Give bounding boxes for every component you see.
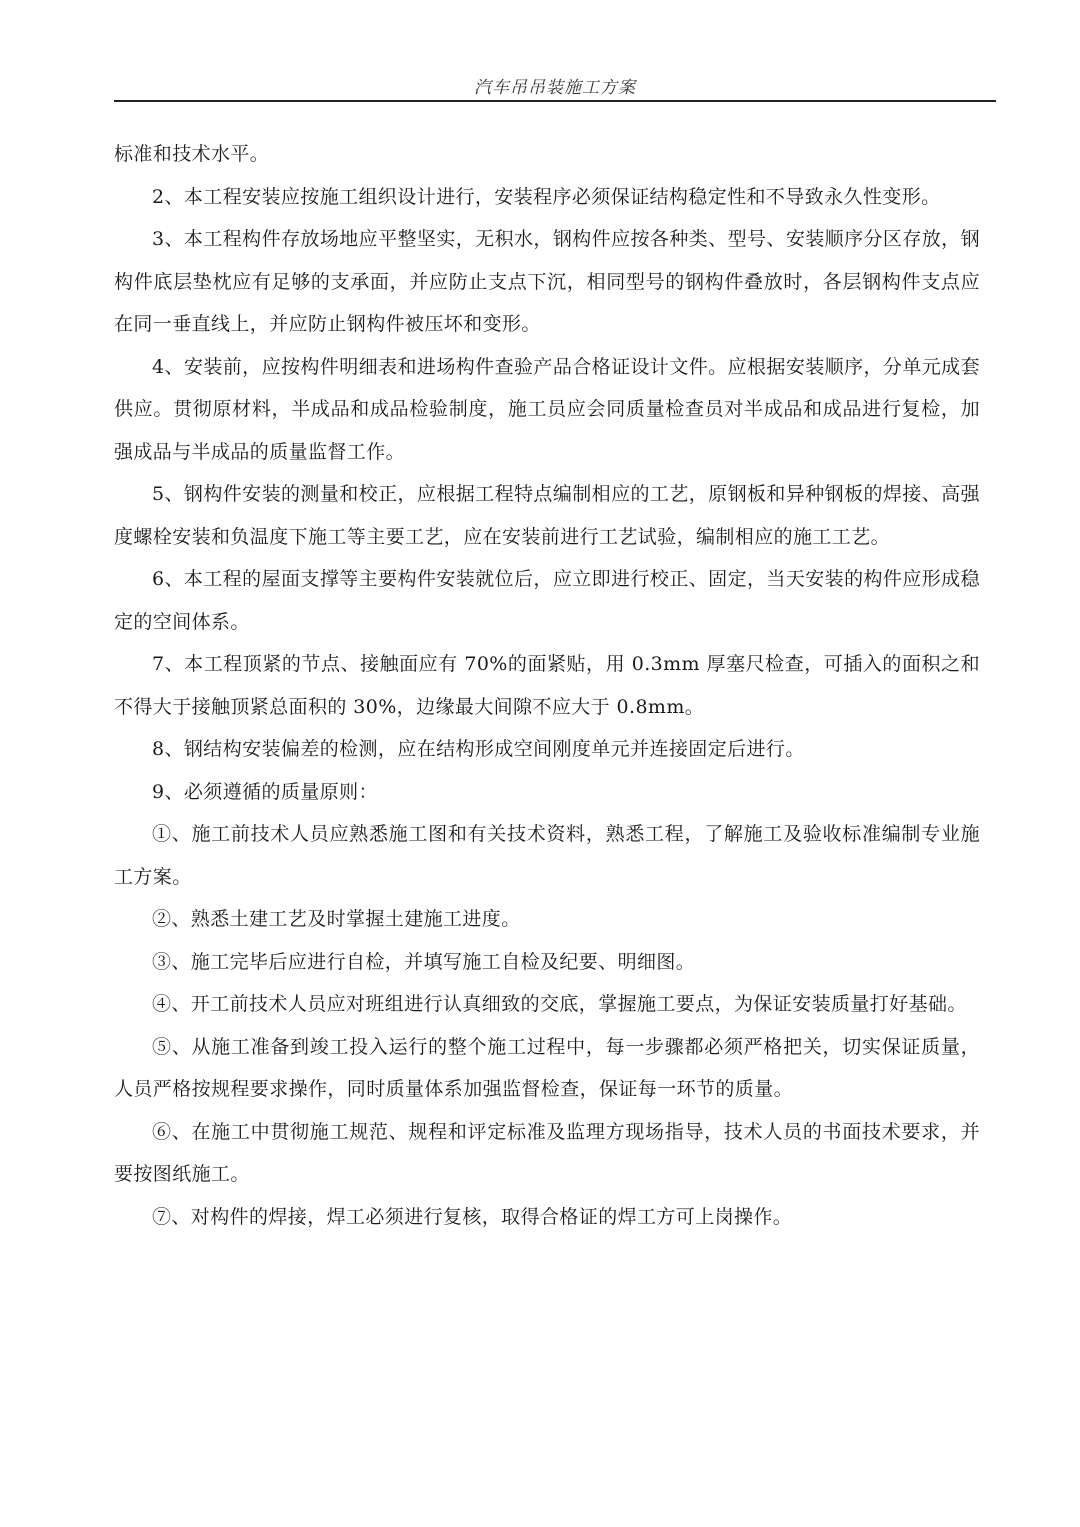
principle-item-2: ②、熟悉土建工艺及时掌握土建施工进度。 <box>152 908 521 930</box>
principle-item-6: ⑥、在施工中贯彻施工规范、规程和评定标准及监理方现场指导，技术人员的书面技术要求，并要按图纸施工。 <box>114 1120 980 1185</box>
paragraph-item-3: 3、本工程构件存放场地应平整坚实，无积水，钢构件应按各种类、型号、安装顺序分区存放，钢构件底层垫枕应有足够的支承面，并应防止支点下沉，相同型号的钢构件叠放时，各层钢构件支点应在同一垂直线上，并应防止钢构件被压坏和变形。 <box>114 228 980 335</box>
paragraph-item-9: 9、必须遵循的质量原则： <box>152 780 378 803</box>
document-title: 汽车吊吊装施工方案 <box>474 78 636 98</box>
paragraph-item-4: 4、安装前，应按构件明细表和进场构件查验产品合格证设计文件。应根据安装顺序，分单元成套供应。贯彻原材料，半成品和成品检验制度，施工员应会同质量检查员对半成品和成品进行复检，加强成品与半成品的质量监督工作。 <box>114 355 980 463</box>
principle-item-4: ④、开工前技术人员应对班组进行认真细致的交底，掌握施工要点，为保证安装质量打好基础。 <box>152 993 967 1015</box>
paragraph-item-6: 6、本工程的屋面支撑等主要构件安装就位后，应立即进行校正、固定，当天安装的构件应形成稳定的空间体系。 <box>114 568 980 633</box>
paragraph-item-7: 7、本工程顶紧的节点、接触面应有 70%的面紧贴，用 0.3mm 厚塞尺检查，可插入的面积之和不得大于接触顶紧总面积的 30%，边缘最大间隙不应大于 0.8mm。 <box>114 653 980 718</box>
page-header <box>114 76 996 102</box>
principle-item-1: ①、施工前技术人员应熟悉施工图和有关技术资料，熟悉工程，了解施工及验收标准编制专业施工方案。 <box>114 823 980 888</box>
paragraph-item-8: 8、钢结构安装偏差的检测，应在结构形成空间刚度单元并连接固定后进行。 <box>152 738 805 760</box>
paragraph-item-5: 5、钢构件安装的测量和校正，应根据工程特点编制相应的工艺，原钢板和异种钢板的焊接、高强度螺栓安装和负温度下施工等主要工艺，应在安装前进行工艺试验，编制相应的施工工艺。 <box>114 483 980 548</box>
paragraph-item-2: 2、本工程安装应按施工组织设计进行，安装程序必须保证结构稳定性和不导致永久性变形。 <box>152 185 941 208</box>
principle-item-3: ③、施工完毕后应进行自检，并填写施工自检及纪要、明细图。 <box>152 950 696 973</box>
principle-item-7: ⑦、对构件的焊接，焊工必须进行复核，取得合格证的焊工方可上岗操作。 <box>152 1205 793 1228</box>
document-body <box>114 133 980 1238</box>
principle-item-5: ⑤、从施工准备到竣工投入运行的整个施工过程中，每一步骤都必须严格把关，切实保证质量，人员严格按规程要求操作，同时质量体系加强监督检查，保证每一环节的质量。 <box>114 1035 980 1100</box>
paragraph-continuation: 标准和技术水平。 <box>114 143 270 165</box>
